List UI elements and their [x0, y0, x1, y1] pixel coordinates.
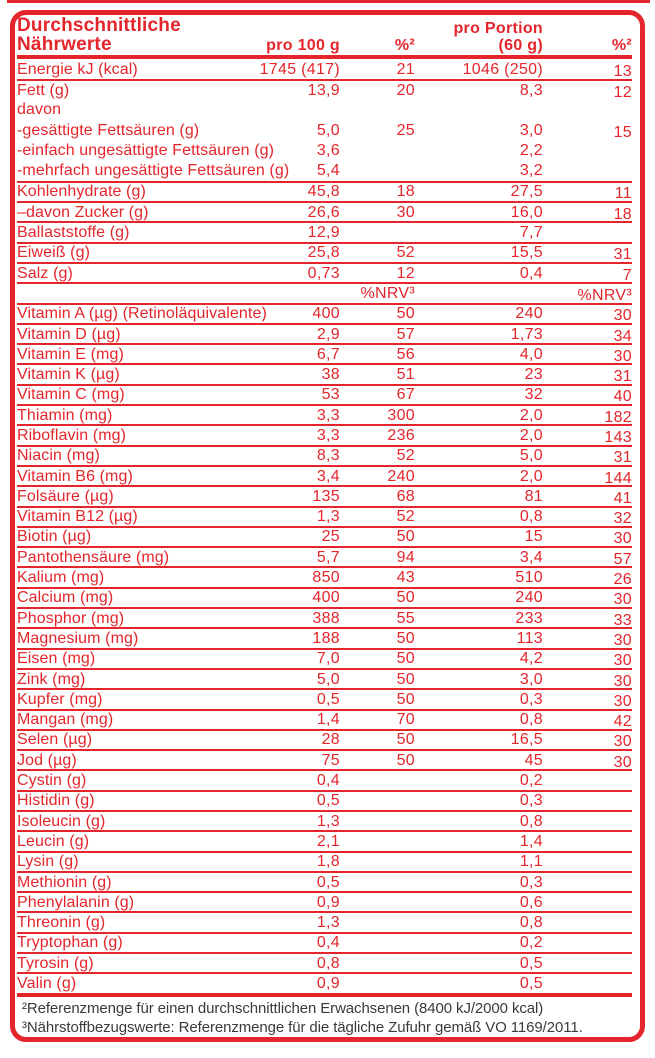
value-per-portion: 0,8 — [519, 711, 543, 729]
nutrient-name: Histidin (g) — [17, 792, 95, 810]
value-per-portion: 1,73 — [510, 325, 543, 343]
value-per-100g: 0,4 — [316, 772, 340, 790]
percent-per-portion: 144 — [604, 469, 632, 487]
value-per-100g: 1,4 — [316, 711, 340, 729]
table-row — [17, 424, 632, 444]
column-header-per-portion-line1: pro Portion — [453, 20, 543, 37]
nutrient-name: Vitamin D (µg) — [17, 325, 121, 343]
percent-per-100g: 21 — [396, 60, 415, 78]
value-per-100g: 25,8 — [307, 244, 340, 262]
table-row — [17, 790, 632, 810]
percent-per-100g: 50 — [396, 690, 415, 708]
nutrient-name: Vitamin E (mg) — [17, 345, 124, 363]
percent-per-100g: 300 — [387, 406, 415, 424]
value-per-100g: 0,5 — [316, 792, 340, 810]
table-row — [17, 648, 632, 668]
table-row — [17, 729, 632, 749]
value-per-100g: 1,3 — [316, 914, 340, 932]
value-per-100g: 3,3 — [316, 406, 340, 424]
nutrient-name: Phenylalanin (g) — [17, 893, 135, 911]
footnotes — [17, 993, 632, 1037]
table-row — [17, 749, 632, 769]
table-row — [17, 546, 632, 566]
nutrient-name: Kalium (mg) — [17, 569, 105, 587]
nutrient-name: Methionin (g) — [17, 873, 112, 891]
table-row — [17, 242, 632, 262]
table-row — [17, 769, 632, 789]
value-per-100g: 1,3 — [316, 508, 340, 526]
value-per-100g: 0,73 — [307, 264, 340, 282]
value-per-portion: 4,0 — [519, 345, 543, 363]
value-per-portion: 240 — [515, 305, 543, 323]
table-row — [17, 201, 632, 221]
column-header-percent-100g: %² — [394, 37, 415, 54]
nutrient-name: Threonin (g) — [17, 914, 106, 932]
table-row — [17, 384, 632, 404]
table-row — [17, 952, 632, 972]
table-row — [17, 709, 632, 729]
value-per-100g: 0,4 — [316, 934, 340, 952]
percent-per-portion: %NRV³ — [577, 286, 632, 304]
table-row — [17, 830, 632, 850]
column-header-per-portion — [415, 20, 543, 54]
percent-per-100g: 55 — [396, 609, 415, 627]
nutrient-name: Fett (g) — [17, 81, 70, 99]
value-per-portion: 7,7 — [519, 224, 543, 242]
percent-per-portion: 30 — [613, 753, 632, 771]
value-per-portion: 1,4 — [519, 832, 543, 850]
percent-per-100g: 52 — [396, 244, 415, 262]
nutrient-name: Vitamin K (µg) — [17, 366, 120, 384]
nutrient-name: Ballaststoffe (g) — [17, 224, 130, 242]
table-row — [17, 303, 632, 323]
nutrient-name: Energie kJ (kcal) — [17, 60, 138, 78]
percent-per-100g: %NRV³ — [360, 284, 415, 302]
percent-per-portion: 182 — [604, 408, 632, 426]
table-row — [17, 607, 632, 627]
nutrient-name: Zink (mg) — [17, 670, 86, 688]
table-row — [17, 810, 632, 830]
percent-per-portion: 30 — [613, 672, 632, 690]
value-per-100g: 28 — [321, 731, 340, 749]
percent-per-portion: 18 — [613, 205, 632, 223]
value-per-100g: 5,0 — [316, 670, 340, 688]
value-per-portion: 3,4 — [519, 548, 543, 566]
value-per-100g: 400 — [312, 589, 340, 607]
value-per-portion: 3,0 — [519, 121, 543, 139]
table-row — [17, 181, 632, 201]
percent-per-100g: 50 — [396, 670, 415, 688]
table-row — [17, 363, 632, 386]
column-header-per-100g: pro 100 g — [266, 37, 340, 54]
percent-per-portion: 12 — [613, 83, 632, 101]
percent-per-portion: 30 — [613, 530, 632, 548]
value-per-100g: 400 — [312, 305, 340, 323]
percent-per-portion: 31 — [613, 449, 632, 467]
value-per-100g: 6,7 — [316, 345, 340, 363]
nutrient-name: Niacin (mg) — [17, 447, 100, 465]
value-per-100g: 12,9 — [307, 224, 340, 242]
table-row — [17, 566, 632, 589]
value-per-portion: 0,3 — [519, 873, 543, 891]
value-per-portion: 0,8 — [519, 914, 543, 932]
percent-per-portion: 30 — [613, 347, 632, 365]
table-header-row — [17, 15, 632, 59]
percent-per-portion: 30 — [613, 591, 632, 609]
nutrient-name: Calcium (mg) — [17, 589, 114, 607]
value-per-portion: 510 — [515, 569, 543, 587]
nutrient-name: Riboflavin (mg) — [17, 426, 127, 444]
nutrient-name: Leucin (g) — [17, 832, 90, 850]
nutrient-name: -gesättigte Fettsäuren (g) — [17, 121, 200, 139]
nutrition-table — [10, 10, 645, 1042]
value-per-portion: 23 — [524, 366, 543, 384]
percent-per-portion: 41 — [613, 489, 632, 507]
table-title-line1: Durchschnittliche — [17, 15, 181, 36]
nutrient-name: Vitamin A (µg) (Retinoläquivalente) — [17, 305, 267, 323]
table-row — [17, 871, 632, 891]
nutrient-name: Kohlenhydrate (g) — [17, 183, 146, 201]
table-row — [17, 282, 632, 302]
value-per-portion: 0,8 — [519, 812, 543, 830]
table-row — [17, 891, 632, 911]
percent-per-100g: 50 — [396, 629, 415, 647]
value-per-100g: 45,8 — [307, 183, 340, 201]
percent-per-portion: 31 — [613, 368, 632, 386]
value-per-100g: 8,3 — [316, 447, 340, 465]
value-per-portion: 16,0 — [510, 203, 543, 221]
value-per-portion: 3,2 — [519, 162, 543, 180]
table-row — [17, 140, 632, 160]
nutrient-name: -mehrfach ungesättigte Fettsäuren (g) — [17, 162, 290, 180]
nutrient-name: Biotin (µg) — [17, 528, 92, 546]
value-per-portion: 0,5 — [519, 954, 543, 972]
percent-per-portion: 30 — [613, 692, 632, 710]
table-row — [17, 404, 632, 424]
column-header-percent-portion: %² — [611, 37, 632, 54]
percent-per-100g: 25 — [396, 121, 415, 139]
nutrient-name: Lysin (g) — [17, 853, 79, 871]
value-per-100g: 1745 (417) — [259, 60, 340, 78]
table-row — [17, 627, 632, 647]
value-per-100g: 5,4 — [316, 162, 340, 180]
percent-per-100g: 50 — [396, 305, 415, 323]
nutrient-name: Eisen (mg) — [17, 650, 96, 668]
table-row — [17, 160, 632, 180]
nutrient-name: Jod (µg) — [17, 751, 77, 769]
table-row — [17, 120, 632, 140]
value-per-100g: 75 — [321, 751, 340, 769]
table-row — [17, 851, 632, 871]
table-row — [17, 465, 632, 485]
value-per-portion: 233 — [515, 609, 543, 627]
nutrient-name: Phosphor (mg) — [17, 609, 125, 627]
value-per-portion: 27,5 — [510, 183, 543, 201]
value-per-portion: 8,3 — [519, 81, 543, 99]
table-row — [17, 506, 632, 526]
percent-per-100g: 50 — [396, 650, 415, 668]
value-per-portion: 3,0 — [519, 670, 543, 688]
nutrient-name: Salz (g) — [17, 264, 73, 282]
percent-per-portion: 31 — [613, 246, 632, 264]
table-row — [17, 262, 632, 282]
nutrient-name: Folsäure (µg) — [17, 487, 114, 505]
nutrient-name: Thiamin (mg) — [17, 406, 113, 424]
percent-per-100g: 240 — [387, 467, 415, 485]
nutrient-name: -einfach ungesättigte Fettsäuren (g) — [17, 141, 275, 159]
value-per-100g: 13,9 — [307, 81, 340, 99]
value-per-portion: 2,0 — [519, 467, 543, 485]
value-per-100g: 0,5 — [316, 873, 340, 891]
nutrient-name: Mangan (mg) — [17, 711, 114, 729]
value-per-portion: 240 — [515, 589, 543, 607]
footnote-reference-amount: ²Referenzmenge für einen durchschnittlichen Erwachsenen (8400 kJ/2000 kcal) — [22, 999, 544, 1017]
value-per-100g: 53 — [321, 386, 340, 404]
value-per-100g: 26,6 — [307, 203, 340, 221]
value-per-portion: 4,2 — [519, 650, 543, 668]
value-per-portion: 1,1 — [519, 853, 543, 871]
percent-per-100g: 70 — [396, 711, 415, 729]
nutrient-name: Eiweiß (g) — [17, 244, 91, 262]
value-per-100g: 388 — [312, 609, 340, 627]
nutrient-name: –davon Zucker (g) — [17, 203, 149, 221]
table-row — [17, 79, 632, 99]
percent-per-portion: 33 — [613, 611, 632, 629]
value-per-portion: 0,2 — [519, 934, 543, 952]
percent-per-100g: 52 — [396, 508, 415, 526]
table-row — [17, 911, 632, 931]
percent-per-portion: 30 — [613, 733, 632, 751]
value-per-portion: 2,0 — [519, 406, 543, 424]
value-per-100g: 3,6 — [316, 141, 340, 159]
percent-per-100g: 94 — [396, 548, 415, 566]
value-per-100g: 3,3 — [316, 426, 340, 444]
percent-per-100g: 18 — [396, 183, 415, 201]
percent-per-portion: 143 — [604, 428, 632, 446]
percent-per-portion: 15 — [613, 123, 632, 141]
nutrient-name: Pantothensäure (mg) — [17, 548, 170, 566]
percent-per-100g: 67 — [396, 386, 415, 404]
column-header-per-portion-line2: (60 g) — [498, 37, 543, 54]
table-row — [17, 972, 632, 992]
nutrient-name: Magnesium (mg) — [17, 629, 139, 647]
percent-per-100g: 51 — [396, 366, 415, 384]
footnote-nrv-definition: ³Nährstoffbezugswerte: Referenzmenge für die tägliche Zufuhr gemäß VO 1169/2011. — [22, 1018, 583, 1036]
nutrient-name: Isoleucin (g) — [17, 812, 106, 830]
value-per-100g: 0,5 — [316, 690, 340, 708]
value-per-portion: 0,4 — [519, 264, 543, 282]
percent-per-100g: 50 — [396, 731, 415, 749]
percent-per-portion: 13 — [613, 62, 632, 80]
percent-per-100g: 68 — [396, 487, 415, 505]
percent-per-100g: 50 — [396, 751, 415, 769]
percent-per-portion: 40 — [613, 388, 632, 406]
value-per-portion: 0,2 — [519, 772, 543, 790]
nutrient-name: Tyrosin (g) — [17, 954, 94, 972]
value-per-portion: 15,5 — [510, 244, 543, 262]
value-per-portion: 2,0 — [519, 426, 543, 444]
value-per-100g: 2,9 — [316, 325, 340, 343]
value-per-portion: 32 — [524, 386, 543, 404]
value-per-100g: 1,3 — [316, 812, 340, 830]
percent-per-100g: 30 — [396, 203, 415, 221]
percent-per-portion: 7 — [622, 266, 632, 284]
value-per-portion: 0,6 — [519, 893, 543, 911]
value-per-100g: 7,0 — [316, 650, 340, 668]
table-row — [17, 323, 632, 343]
table-row — [17, 688, 632, 708]
table-row — [17, 100, 632, 120]
percent-per-portion: 30 — [613, 652, 632, 670]
table-row — [17, 445, 632, 465]
percent-per-100g: 43 — [396, 569, 415, 587]
percent-per-100g: 236 — [387, 426, 415, 444]
table-row — [17, 526, 632, 546]
value-per-100g: 0,9 — [316, 893, 340, 911]
value-per-100g: 135 — [312, 487, 340, 505]
value-per-100g: 0,8 — [316, 954, 340, 972]
value-per-portion: 16,5 — [510, 731, 543, 749]
percent-per-100g: 50 — [396, 528, 415, 546]
percent-per-portion: 42 — [613, 713, 632, 731]
table-row — [17, 221, 632, 241]
value-per-portion: 113 — [516, 629, 543, 647]
percent-per-portion: 30 — [613, 631, 632, 649]
value-per-100g: 0,9 — [316, 975, 340, 992]
table-row — [17, 59, 632, 79]
value-per-portion: 1046 (250) — [462, 60, 543, 78]
nutrient-name: Kupfer (mg) — [17, 690, 103, 708]
percent-per-100g: 56 — [396, 345, 415, 363]
top-divider-line — [7, 0, 650, 3]
table-row — [17, 485, 632, 505]
value-per-portion: 2,2 — [519, 141, 543, 159]
value-per-100g: 1,8 — [316, 853, 340, 871]
value-per-100g: 38 — [321, 366, 340, 384]
value-per-portion: 0,3 — [519, 690, 543, 708]
value-per-portion: 15 — [524, 528, 543, 546]
nutrient-name: Vitamin B6 (mg) — [17, 467, 133, 485]
table-title — [17, 16, 238, 54]
percent-per-portion: 30 — [613, 307, 632, 325]
nutrient-name: Cystin (g) — [17, 772, 87, 790]
nutrient-name: Vitamin C (mg) — [17, 386, 125, 404]
value-per-100g: 5,7 — [316, 548, 340, 566]
table-row — [17, 343, 632, 363]
nutrient-name: Selen (µg) — [17, 731, 93, 749]
percent-per-100g: 50 — [396, 589, 415, 607]
value-per-100g: 2,1 — [316, 832, 340, 850]
value-per-portion: 45 — [524, 751, 543, 769]
nutrient-name: Tryptophan (g) — [17, 934, 123, 952]
nutrient-name: davon — [17, 101, 62, 119]
nutrient-name: Valin (g) — [17, 975, 77, 992]
percent-per-portion: 32 — [613, 510, 632, 528]
value-per-100g: 3,4 — [316, 467, 340, 485]
percent-per-100g: 57 — [396, 325, 415, 343]
table-title-line2: Nährwerte — [17, 34, 112, 55]
percent-per-portion: 26 — [613, 571, 632, 589]
percent-per-100g: 52 — [396, 447, 415, 465]
value-per-100g: 25 — [321, 528, 340, 546]
table-body — [17, 59, 632, 993]
value-per-portion: 81 — [524, 487, 543, 505]
value-per-portion: 0,5 — [519, 975, 543, 992]
percent-per-portion: 11 — [614, 185, 632, 203]
value-per-portion: 0,8 — [519, 508, 543, 526]
percent-per-100g: 20 — [396, 81, 415, 99]
percent-per-100g: 12 — [396, 264, 415, 282]
nutrient-name: Vitamin B12 (µg) — [17, 508, 138, 526]
table-row — [17, 668, 632, 688]
percent-per-portion: 57 — [613, 550, 632, 568]
value-per-portion: 0,3 — [519, 792, 543, 810]
value-per-100g: 188 — [312, 629, 340, 647]
table-row — [17, 932, 632, 952]
value-per-100g: 5,0 — [316, 121, 340, 139]
value-per-100g: 850 — [312, 569, 340, 587]
percent-per-portion: 34 — [613, 327, 632, 345]
value-per-portion: 5,0 — [519, 447, 543, 465]
table-row — [17, 587, 632, 607]
